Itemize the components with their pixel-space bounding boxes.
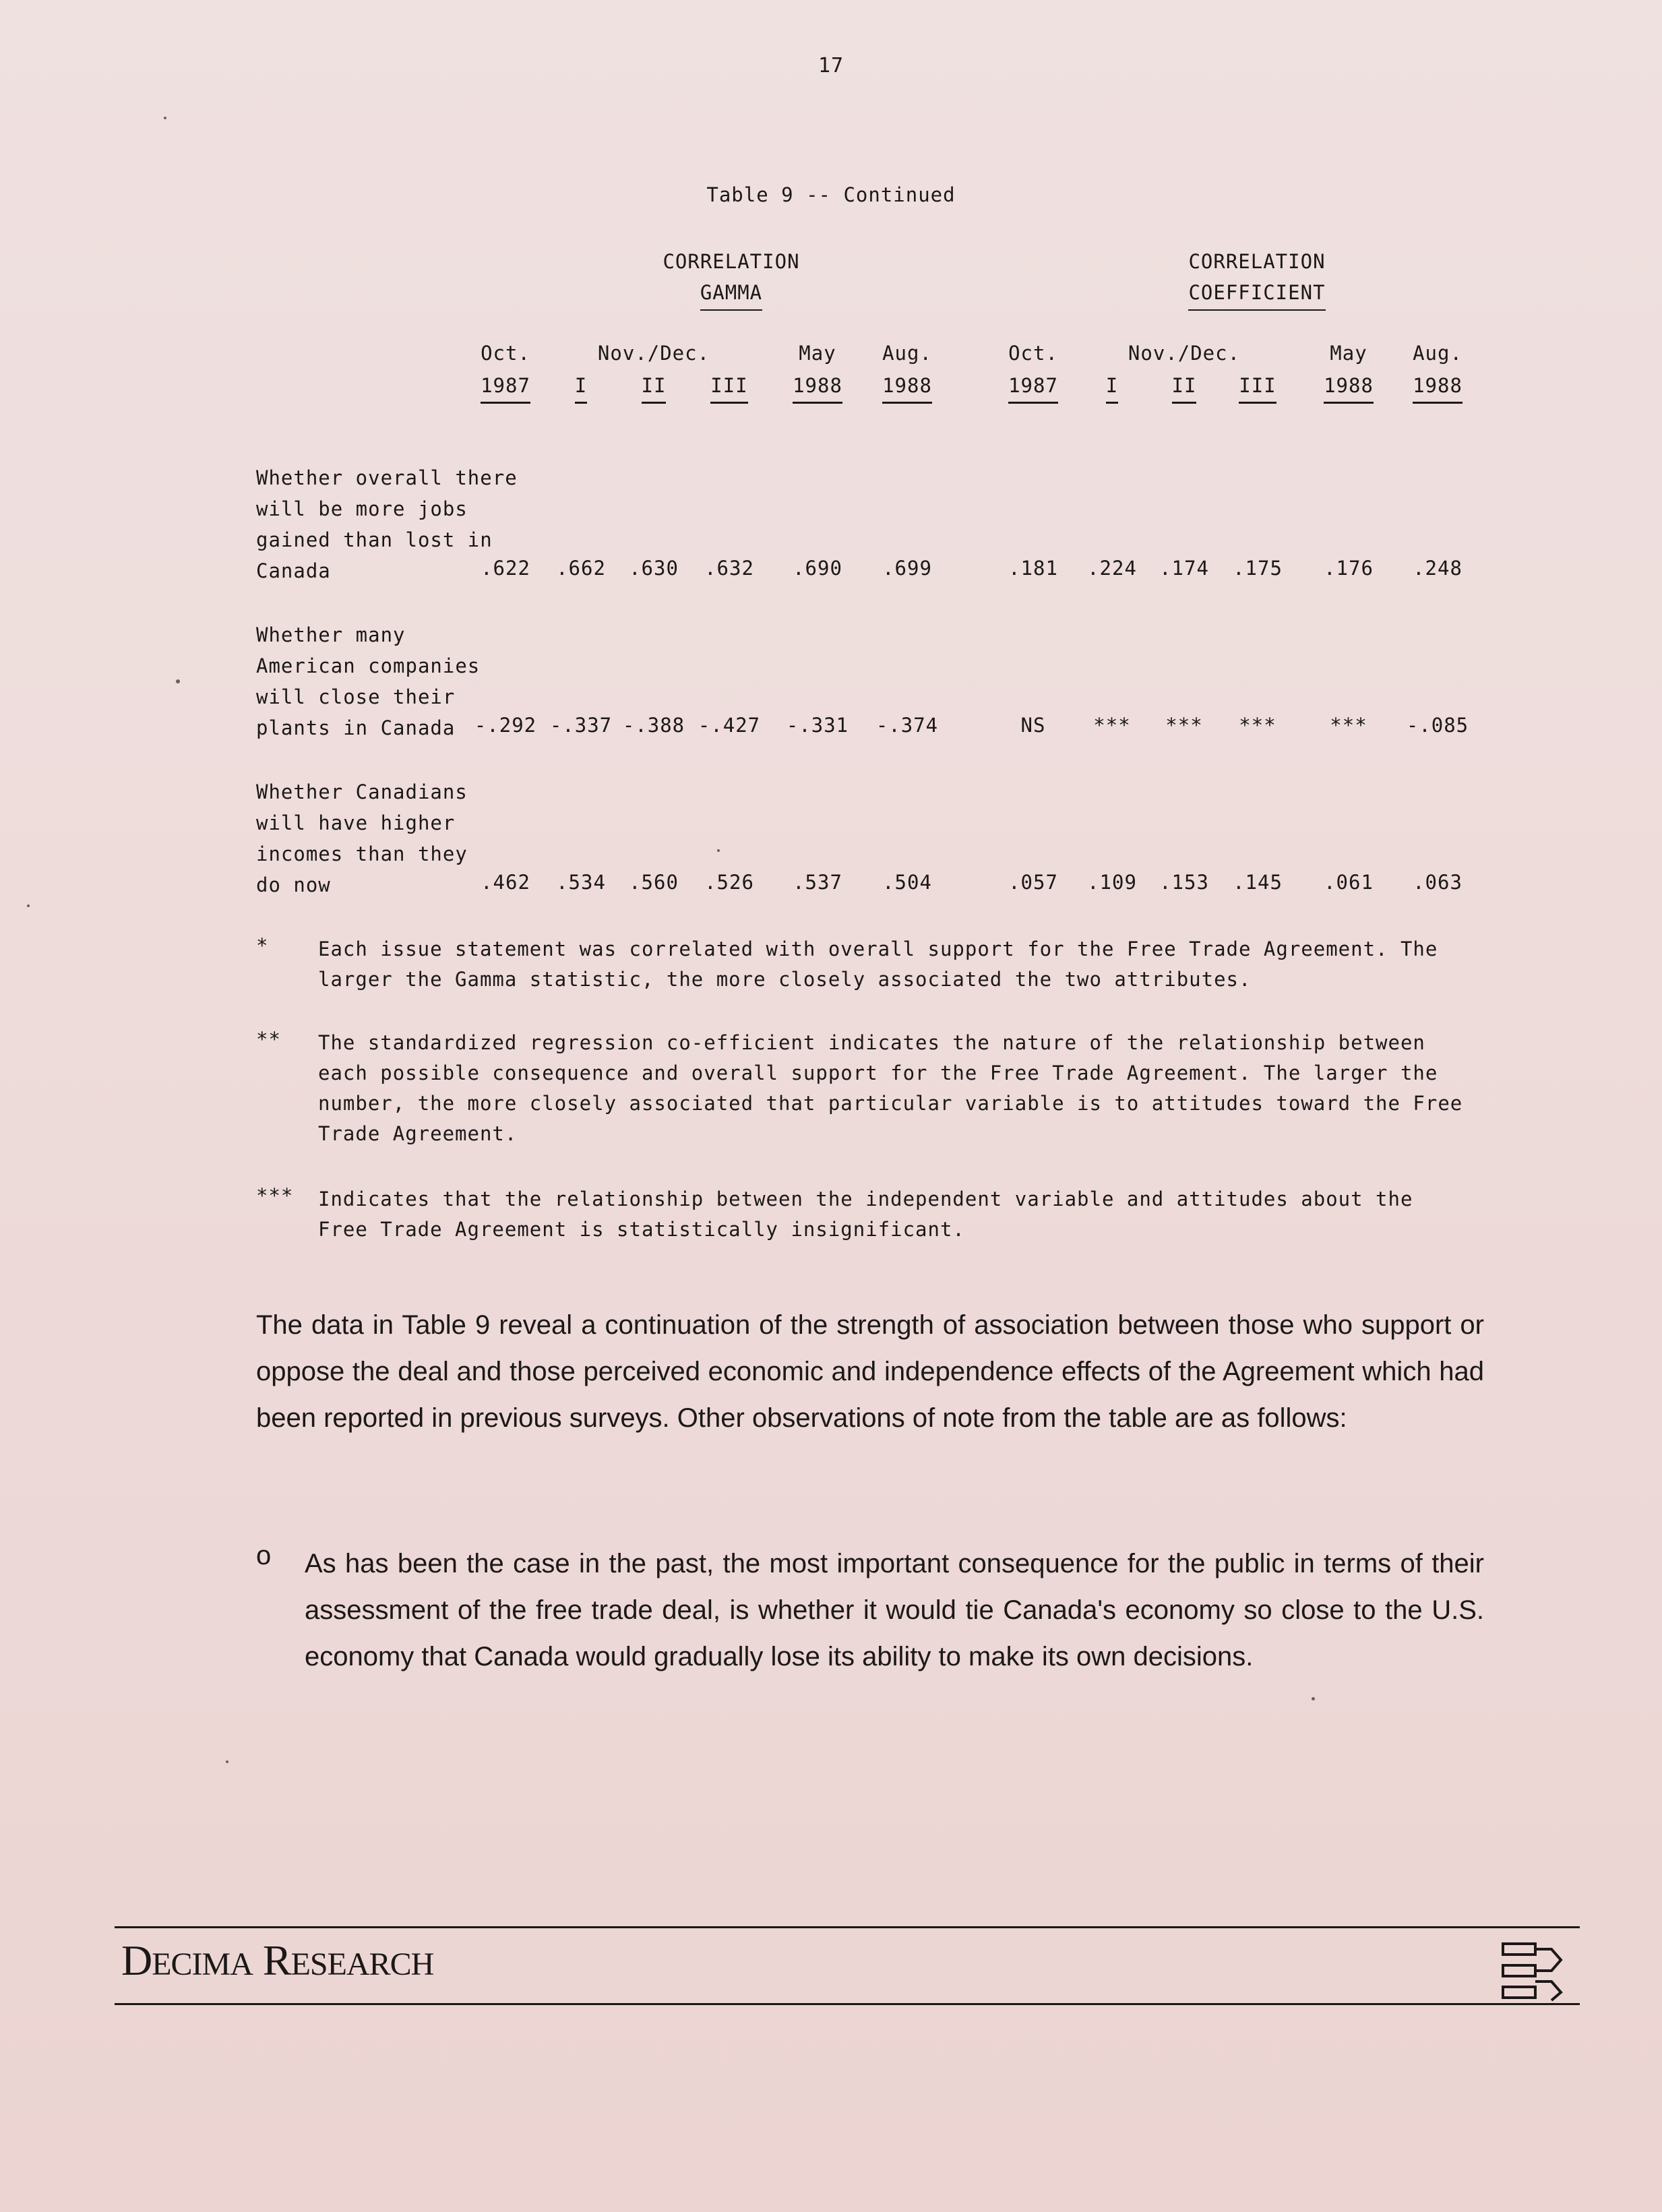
note-regression: The standardized regression co-efficient indicates the nature of the relationship between each possible consequence and overall support for the Free Trade Agreement. The larger the number, the more closely associated that particular variable is to attitudes toward the Free Trade Agreement. xyxy=(318,1031,1463,1145)
note-insignificant: Indicates that the relationship between the independent variable and attitudes about the Free Trade Agreement is statistically insignificant. xyxy=(318,1188,1413,1241)
table-cell: NS xyxy=(1020,714,1046,737)
table-cell: .504 xyxy=(882,871,932,894)
table-cell: *** xyxy=(1165,714,1203,737)
column-header-top: Oct. xyxy=(481,342,530,365)
column-header-bottom: 1987 xyxy=(1008,369,1058,404)
column-header-top: Aug. xyxy=(1413,342,1463,365)
table-cell: .699 xyxy=(882,557,932,580)
table-cell: -.331 xyxy=(786,714,849,737)
table-cell: .109 xyxy=(1087,871,1137,894)
scan-speck xyxy=(1312,1697,1315,1700)
bullet-text: As has been the case in the past, the most important consequence for the public in terms of their assessment of the free trade deal, is whether it would tie Canada's economy so close to the U.S. economy that Canada would gradually lose its ability to make its own decisions. xyxy=(305,1549,1484,1671)
column-header-top: Oct. xyxy=(1008,342,1058,365)
table-cell: .061 xyxy=(1324,871,1374,894)
table-cell: .560 xyxy=(629,871,679,894)
table-cell: *** xyxy=(1330,714,1367,737)
scan-speck xyxy=(27,904,30,907)
table-title: Table 9 -- Continued xyxy=(706,183,956,206)
column-header-top: Nov./Dec. xyxy=(597,342,710,365)
footer-rule-bottom xyxy=(115,2003,1580,2005)
column-header-bottom: 1988 xyxy=(1324,369,1374,404)
column-header-top: Nov./Dec. xyxy=(1128,342,1241,365)
table-cell: .176 xyxy=(1324,557,1374,580)
table-cell: -.427 xyxy=(698,714,761,737)
table-cell: .057 xyxy=(1008,871,1058,894)
brand-wordmark: DECIMA RESEARCH xyxy=(121,1936,434,1984)
group-header-coefficient: CORRELATION COEFFICIENT xyxy=(1119,246,1395,311)
scan-speck xyxy=(176,679,180,683)
column-header-bottom: 1988 xyxy=(793,369,842,404)
column-header-bottom: 1988 xyxy=(1413,369,1463,404)
note-mark-triple: *** xyxy=(256,1184,294,1207)
scan-speck xyxy=(717,849,720,852)
table-cell: .145 xyxy=(1233,871,1283,894)
table-cell: *** xyxy=(1093,714,1131,737)
table-cell: .248 xyxy=(1413,557,1463,580)
group-header-gamma: CORRELATION GAMMA xyxy=(593,246,869,311)
table-cell: -.388 xyxy=(622,714,685,737)
table-cell: .690 xyxy=(793,557,842,580)
note-mark-double: ** xyxy=(256,1028,281,1051)
footer-rule-top xyxy=(115,1926,1580,1928)
note-mark-single: * xyxy=(256,934,269,957)
table-cell: .622 xyxy=(481,557,530,580)
column-header-bottom: III xyxy=(710,369,747,404)
column-header xyxy=(1363,337,1512,404)
table-cell: .174 xyxy=(1159,557,1209,580)
table-cell: .662 xyxy=(556,557,606,580)
table-cell: .534 xyxy=(556,871,606,894)
table-cell: .175 xyxy=(1233,557,1283,580)
table-cell: -.337 xyxy=(549,714,613,737)
table-cell: *** xyxy=(1239,714,1276,737)
table-cell: .181 xyxy=(1008,557,1058,580)
column-header-top: May xyxy=(1330,342,1367,365)
table-cell: .153 xyxy=(1159,871,1209,894)
column-header-bottom: II xyxy=(1172,369,1197,404)
column-header-bottom: I xyxy=(575,369,587,404)
column-header-bottom: 1988 xyxy=(882,369,932,404)
column-header-top: Aug. xyxy=(882,342,932,365)
column-header-top: May xyxy=(799,342,836,365)
table-cell: .063 xyxy=(1413,871,1463,894)
column-header-bottom: I xyxy=(1106,369,1118,404)
scan-speck xyxy=(226,1760,228,1763)
bullet-mark: o xyxy=(256,1541,272,1570)
table-cell: .632 xyxy=(704,557,754,580)
table-cell: .224 xyxy=(1087,557,1137,580)
column-header-bottom: III xyxy=(1239,369,1276,404)
table-cell: .462 xyxy=(481,871,530,894)
decima-logo-icon xyxy=(1500,1938,1565,2003)
table-cell: .526 xyxy=(704,871,754,894)
table-cell: .630 xyxy=(629,557,679,580)
column-header-bottom: II xyxy=(642,369,667,404)
table-cell: -.085 xyxy=(1406,714,1469,737)
table-cell: -.374 xyxy=(875,714,939,737)
row-label-incomes: Whether Canadians will have higher incomes than they do now xyxy=(256,780,468,896)
row-label-jobs: Whether overall there will be more jobs gained than lost in Canada xyxy=(256,466,518,582)
table-cell: .537 xyxy=(793,871,842,894)
scan-speck xyxy=(164,117,166,119)
row-label-plant-closures: Whether many American companies will close their plants in Canada xyxy=(256,623,481,739)
body-paragraph: The data in Table 9 reveal a continuation of the strength of association between those who support or oppose the deal and those perceived economic and independence effects of the Agreement which had been reported in previous surveys. Other observations of note from the table are as follows: xyxy=(256,1310,1484,1433)
page-number: 17 xyxy=(818,54,844,78)
column-header-bottom: 1987 xyxy=(481,369,530,404)
table-cell: -.292 xyxy=(474,714,537,737)
note-gamma: Each issue statement was correlated with overall support for the Free Trade Agreement. The larger the Gamma statistic, the more closely associated the two attributes. xyxy=(318,938,1438,991)
